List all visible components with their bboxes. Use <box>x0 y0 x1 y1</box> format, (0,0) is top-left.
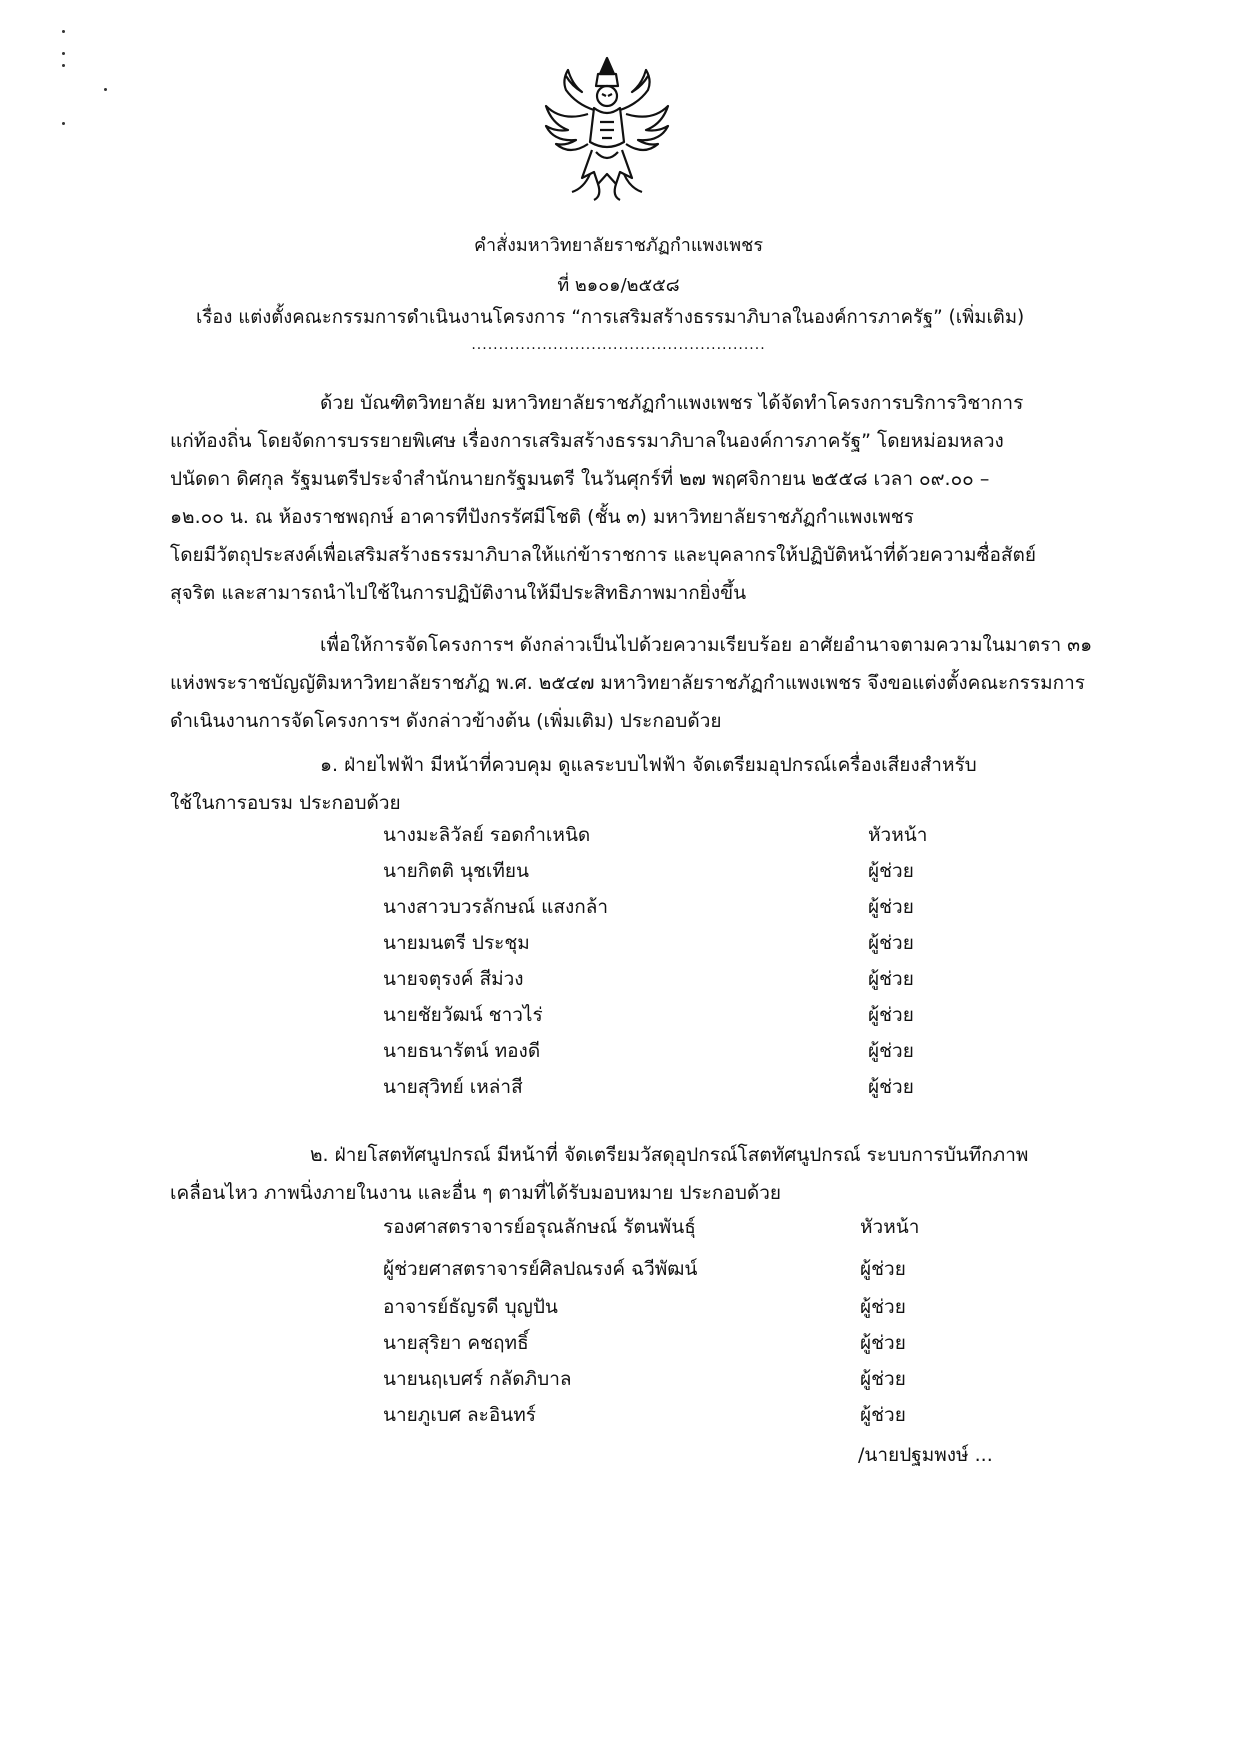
member-role: ผู้ช่วย <box>860 1368 906 1390</box>
member-role: ผู้ช่วย <box>860 1332 906 1354</box>
order-subject: เรื่อง แต่งตั้งคณะกรรมการดำเนินงานโครงการ “การเสริมสร้างธรรมาภิบาลในองค์การภาครัฐ” (เพิ่มเติม) <box>196 307 1025 328</box>
scan-speck <box>104 88 107 91</box>
paragraph-line: เพื่อให้การจัดโครงการฯ ดังกล่าวเป็นไปด้วยความเรียบร้อย อาศัยอำนาจตามความในมาตรา ๓๑ <box>320 634 1093 656</box>
paragraph-line: ปนัดดา ดิศกุล รัฐมนตรีประจำสำนักนายกรัฐมนตรี ในวันศุกร์ที่ ๒๗ พฤศจิกายน ๒๕๕๘ เวลา ๐๙.๐๐ – <box>170 468 990 490</box>
paragraph-line: ดำเนินงานการจัดโครงการฯ ดังกล่าวข้างต้น (เพิ่มเติม) ประกอบด้วย <box>170 710 722 732</box>
paragraph-line: ด้วย บัณฑิตวิทยาลัย มหาวิทยาลัยราชภัฏกำแพงเพชร ได้จัดทำโครงการบริการวิชาการ <box>320 392 1024 414</box>
member-role: ผู้ช่วย <box>868 1040 914 1062</box>
member-role: ผู้ช่วย <box>860 1404 906 1426</box>
member-name: นายสุวิทย์ เหล่าสี <box>383 1076 523 1098</box>
paragraph-line: โดยมีวัตถุประสงค์เพื่อเสริมสร้างธรรมาภิบาลให้แก่ข้าราชการ และบุคลากรให้ปฏิบัติหน้าที่ด้วยความซื่อสัตย์ <box>170 544 1036 566</box>
paragraph-line: สุจริต และสามารถนำไปใช้ในการปฏิบัติงานให้มีประสิทธิภาพมากยิ่งขึ้น <box>170 582 747 604</box>
paragraph-line: แก่ท้องถิ่น โดยจัดการบรรยายพิเศษ เรื่องการเสริมสร้างธรรมาภิบาลในองค์การภาครัฐ” โดยหม่อมหลวง <box>170 430 1004 452</box>
member-name: นายภูเบศ ละอินทร์ <box>383 1404 536 1426</box>
section-1-heading <box>170 746 1070 822</box>
member-role: ผู้ช่วย <box>868 932 914 954</box>
member-role: ผู้ช่วย <box>868 1004 914 1026</box>
member-name: นายมนตรี ประชุม <box>383 932 530 954</box>
member-name: นายธนารัตน์ ทองดี <box>383 1040 541 1062</box>
member-name: นายจตุรงค์ สีม่วง <box>383 968 524 990</box>
scan-speck <box>62 52 65 55</box>
member-name: นายสุริยา คชฤทธิ์ <box>383 1332 529 1354</box>
scan-speck <box>62 122 65 125</box>
member-name: นายนฤเบศร์ กลัดภิบาล <box>383 1368 572 1390</box>
section-heading-line: ๑. ฝ่ายไฟฟ้า มีหน้าที่ควบคุม ดูแลระบบไฟฟ้า จัดเตรียมอุปกรณ์เครื่องเสียงสำหรับ <box>320 754 977 776</box>
scan-speck <box>62 64 65 67</box>
member-name: รองศาสตราจารย์อรุณลักษณ์ รัตนพันธุ์ <box>383 1216 696 1238</box>
member-name: อาจารย์ธัญรดี บุญปัน <box>383 1296 558 1318</box>
member-name: นางสาวบวรลักษณ์ แสงกล้า <box>383 896 609 918</box>
paragraph-1 <box>170 384 1070 612</box>
member-role: ผู้ช่วย <box>860 1296 906 1318</box>
paragraph-line: แห่งพระราชบัญญัติมหาวิทยาลัยราชภัฏ พ.ศ. ๒๕๔๗ มหาวิทยาลัยราชภัฏกำแพงเพชร จึงขอแต่งตั้งคณะกรรมการ <box>170 672 1085 694</box>
section-2-heading <box>170 1136 1070 1212</box>
order-number: ที่ ๒๑๐๑/๒๕๕๘ <box>557 275 680 296</box>
member-name: นางมะลิวัลย์ รอดกำเหนิด <box>383 824 591 846</box>
header-divider: ...................................................... <box>471 337 766 353</box>
member-role: หัวหน้า <box>868 824 928 846</box>
member-name: นายชัยวัฒน์ ชาวไร่ <box>383 1004 543 1026</box>
order-title: คำสั่งมหาวิทยาลัยราชภัฏกำแพงเพชร <box>473 235 764 256</box>
section-heading-line: เคลื่อนไหว ภาพนิ่งภายในงาน และอื่น ๆ ตามที่ได้รับมอบหมาย ประกอบด้วย <box>170 1182 782 1204</box>
member-role: ผู้ช่วย <box>868 1076 914 1098</box>
continuation-marker: /นายปฐมพงษ์ ... <box>858 1444 993 1466</box>
section-heading-line: ๒. ฝ่ายโสตทัศนูปกรณ์ มีหน้าที่ จัดเตรียมวัสดุอุปกรณ์โสตทัศนูปกรณ์ ระบบการบันทึกภาพ <box>310 1144 1029 1166</box>
member-role: ผู้ช่วย <box>868 896 914 918</box>
member-role: หัวหน้า <box>860 1216 920 1238</box>
member-role: ผู้ช่วย <box>868 860 914 882</box>
scan-speck <box>62 30 65 33</box>
member-role: ผู้ช่วย <box>860 1258 906 1280</box>
member-name: นายกิตติ นุชเทียน <box>383 860 530 882</box>
member-role: ผู้ช่วย <box>868 968 914 990</box>
paragraph-2 <box>170 626 1093 740</box>
member-name: ผู้ช่วยศาสตราจารย์ศิลปณรงค์ ฉวีพัฒน์ <box>383 1258 698 1280</box>
section-heading-line: ใช้ในการอบรม ประกอบด้วย <box>170 792 401 814</box>
paragraph-line: ๑๒.๐๐ น. ณ ห้องราชพฤกษ์ อาคารทีปังกรรัศมีโชติ (ชั้น ๓) มหาวิทยาลัยราชภัฏกำแพงเพชร <box>170 506 914 528</box>
garuda-emblem <box>532 52 682 202</box>
